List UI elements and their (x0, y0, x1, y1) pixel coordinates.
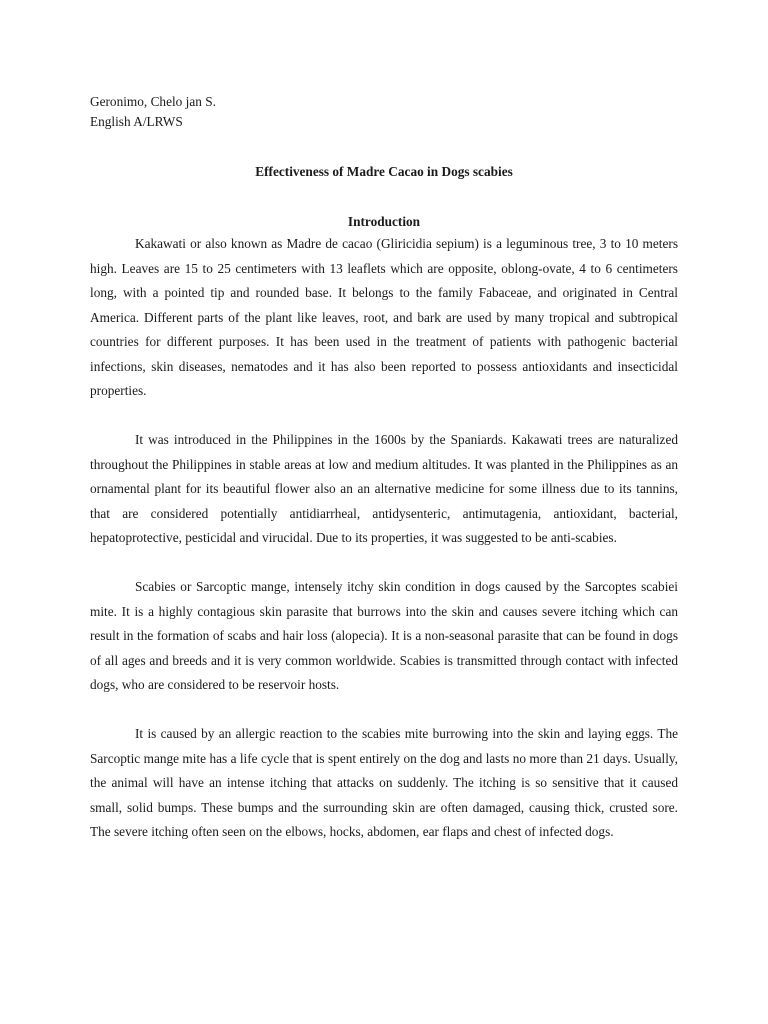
document-title: Effectiveness of Madre Cacao in Dogs scabies (255, 164, 513, 179)
paragraph: Scabies or Sarcoptic mange, intensely itchy skin condition in dogs caused by the Sarcoptes scabiei mite. It is a highly contagious skin parasite that burrows into the skin and causes severe itching which can result in the formation of scabs and hair loss (alopecia). It is a non-seasonal parasite that can be found in dogs of all ages and breeds and it is very common worldwide. Scabies is transmitted through contact with infected dogs, who are considered to be reservoir hosts. (90, 579, 678, 692)
paragraph: It is caused by an allergic reaction to the scabies mite burrowing into the skin and laying eggs. The Sarcoptic mange mite has a life cycle that is spent entirely on the dog and lasts no more than 21 days. Usually, the animal will have an intense itching that attacks on suddenly. The itching is so sensitive that it caused small, solid bumps. These bumps and the surrounding skin are often damaged, causing thick, crusted sore. The severe itching often seen on the elbows, hocks, abdomen, ear flaps and chest of infected dogs. (90, 726, 678, 839)
paragraph: Kakawati or also known as Madre de cacao (Gliricidia sepium) is a leguminous tree, 3 to 10 meters high. Leaves are 15 to 25 centimeters with 13 leaflets which are opposite, oblong-ovate, 4 to 6 centimeters long, with a pointed tip and rounded base. It belongs to the family Fabaceae, and originated in Central America. Different parts of the plant like leaves, root, and bark are used by many tropical and subtropical countries for different purposes. It has been used in the treatment of patients with pathogenic bacterial infections, skin diseases, nematodes and it has also been reported to possess antioxidants and insecticidal properties. (90, 236, 678, 398)
section-heading: Introduction (347, 214, 421, 229)
author-name: Geronimo, Chelo jan S. (90, 94, 216, 109)
document-body (90, 92, 678, 845)
paragraph: It was introduced in the Philippines in the 1600s by the Spaniards. Kakawati trees are naturalized throughout the Philippines in stable areas at low and medium altitudes. It was planted in the Philippines as an ornamental plant for its beautiful flower also an an alternative medicine for some illness due to its tannins, that are considered potentially antidiarrheal, antidysenteric, antimutagenia, antioxidant, bacterial, hepatoprotective, pesticidal and virucidal. Due to its properties, it was suggested to be anti-scabies. (90, 432, 678, 545)
course-name: English A/LRWS (90, 114, 183, 129)
